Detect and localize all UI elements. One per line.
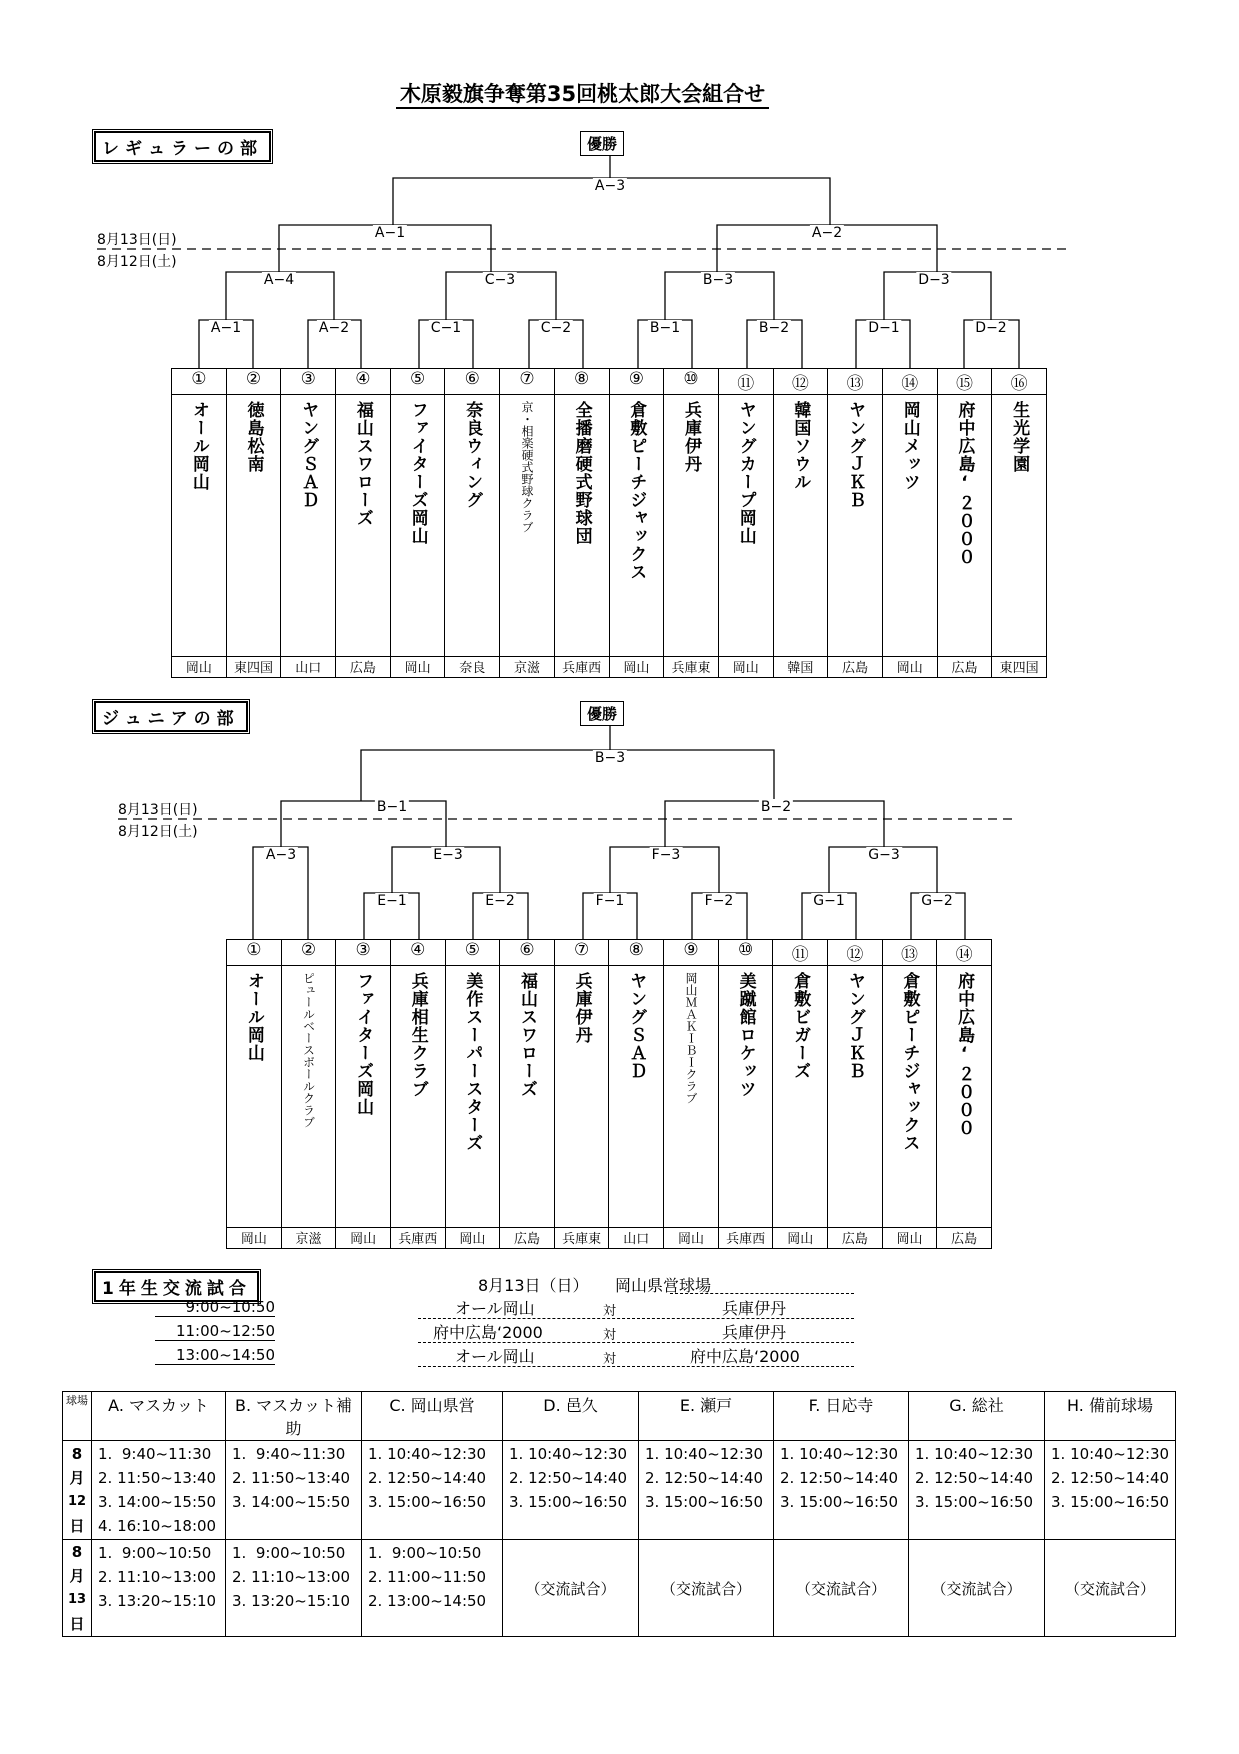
time-slot: 2. 12:50~14:40: [915, 1469, 1034, 1487]
regular-semi-left-label: A−1: [374, 225, 406, 241]
junior-team-name: 府中広島‘２０００: [954, 972, 975, 1137]
regular-team-name-cell: [226, 395, 281, 657]
junior-team-name: オール岡山: [243, 972, 264, 1062]
regular-team-name: 府中広島‘２０００: [954, 401, 975, 566]
junior-section-header: ジュニアの部: [94, 701, 248, 732]
junior-team-number: ⑫: [828, 940, 883, 966]
time-slot: 3. 13:20~15:10: [98, 1592, 217, 1610]
time-slot: 2. 11:50~13:40: [98, 1469, 217, 1487]
junior-team-name: ヤングＳＡＤ: [626, 972, 647, 1080]
exchange-date: 8月13日（日）: [478, 1276, 589, 1295]
regular-team-number: ⑮: [937, 369, 992, 395]
junior-team-name-cell: [828, 966, 883, 1228]
regular-round-4-label: C−2: [540, 320, 572, 336]
regular-team-number: ③: [281, 369, 336, 395]
exchange-row-divider-2: [418, 1342, 854, 1343]
exchange-note-cell: （交流試合）: [1045, 1540, 1176, 1637]
junior-team-name-cell: [390, 966, 445, 1228]
regular-team-name-cell: [992, 395, 1047, 657]
regular-team-region: 山口: [281, 657, 336, 678]
venue-header-d: D. 邑久: [503, 1392, 639, 1441]
regular-team-region: 東四国: [226, 657, 281, 678]
regular-team-region: 京滋: [500, 657, 555, 678]
regular-team-number: ⑭: [882, 369, 937, 395]
day1-venue-cell: [1045, 1441, 1176, 1540]
time-slot: 1. 9:00~10:50: [98, 1544, 212, 1562]
exchange-match-1-home: オール岡山: [455, 1299, 535, 1318]
junior-team-name-cell: [336, 966, 391, 1228]
regular-team-region: 東四国: [992, 657, 1047, 678]
time-slot: 3. 14:00~15:50: [232, 1493, 351, 1511]
regular-round-1-label: A−1: [210, 320, 242, 336]
junior-team-region: 兵庫西: [390, 1228, 445, 1249]
regular-team-region: 広島: [828, 657, 883, 678]
regular-team-name: ヤングＳＡＤ: [298, 401, 319, 509]
time-slot: 3. 15:00~16:50: [1051, 1493, 1170, 1511]
junior-round-5-label: G−1: [813, 893, 845, 909]
junior-round-1-label: E−1: [377, 893, 407, 909]
regular-team-region: 奈良: [445, 657, 500, 678]
junior-final-label: B−3: [594, 750, 626, 766]
junior-team-name-cell: [445, 966, 500, 1228]
regular-team-region: 広島: [937, 657, 992, 678]
regular-team-region: 韓国: [773, 657, 828, 678]
regular-team-name: 奈良ウィング: [462, 401, 483, 509]
regular-team-name-cell: [882, 395, 937, 657]
time-slot: 2. 13:00~14:50: [368, 1592, 487, 1610]
junior-team-region: 兵庫西: [718, 1228, 773, 1249]
regular-round-3-label: C−1: [430, 320, 462, 336]
regular-team-name-cell: [281, 395, 336, 657]
time-slot: 3. 15:00~16:50: [368, 1493, 487, 1511]
regular-round-5-label: B−1: [649, 320, 681, 336]
junior-team-number: ⑥: [500, 940, 555, 966]
exchange-section-header: 1年生交流試合: [94, 1271, 259, 1302]
junior-team-name-cell: [500, 966, 555, 1228]
time-slot: 2. 12:50~14:40: [368, 1469, 487, 1487]
venue-header-f: F. 日応寺: [774, 1392, 909, 1441]
junior-round-2-label: E−2: [485, 893, 515, 909]
time-slot: 2. 11:00~11:50: [368, 1568, 487, 1586]
regular-team-number: ⑧: [554, 369, 609, 395]
junior-quarter-1-label: A−3: [265, 847, 297, 863]
junior-round-3-label: F−1: [595, 893, 625, 909]
junior-team-number: ⑪: [773, 940, 828, 966]
day1-venue-cell: [503, 1441, 639, 1540]
regular-semi-right-label: A−2: [811, 225, 843, 241]
exchange-match-1-vs: 対: [603, 1304, 617, 1319]
regular-date-lower: 8月12日(土): [97, 254, 177, 270]
time-slot: 3. 13:20~15:10: [232, 1592, 351, 1610]
schedule-corner: 球場: [63, 1392, 92, 1441]
regular-team-region: 広島: [336, 657, 391, 678]
time-slot: 3. 15:00~16:50: [780, 1493, 899, 1511]
exchange-match-3-vs: 対: [603, 1352, 617, 1367]
regular-date-upper: 8月13日(日): [97, 232, 177, 248]
regular-quarter-4-label: D−3: [918, 272, 950, 288]
exchange-match-3-away: 府中広島‘2000: [690, 1347, 800, 1366]
junior-team-number: ③: [336, 940, 391, 966]
regular-team-name: オール岡山: [188, 401, 209, 491]
regular-quarter-2-label: C−3: [484, 272, 516, 288]
time-slot: 3. 15:00~16:50: [509, 1493, 628, 1511]
regular-team-number: ⑬: [828, 369, 883, 395]
junior-team-name: 岡山ＭＡＫＩＢＩクラブ: [683, 972, 698, 1104]
junior-team-number: ④: [390, 940, 445, 966]
time-slot: 2. 12:50~14:40: [780, 1469, 899, 1487]
regular-team-table: [171, 368, 1047, 678]
time-slot: 2. 11:10~13:00: [98, 1568, 217, 1586]
regular-team-number: ⑤: [390, 369, 445, 395]
regular-team-region: 岡山: [718, 657, 773, 678]
time-slot: 4. 16:10~18:00: [98, 1517, 217, 1535]
exchange-match-2-home: 府中広島‘2000: [433, 1323, 543, 1342]
time-slot: 2. 11:50~13:40: [232, 1469, 351, 1487]
regular-team-name-cell: [773, 395, 828, 657]
venue-header-h: H. 備前球場: [1045, 1392, 1176, 1441]
junior-team-name: 美蹴館ロケッツ: [735, 972, 756, 1098]
exchange-match-1-away: 兵庫伊丹: [722, 1299, 787, 1318]
day1-venue-cell: [639, 1441, 774, 1540]
time-slot: 3. 14:00~15:50: [98, 1493, 217, 1511]
junior-team-number: ⑬: [882, 940, 937, 966]
regular-team-name-cell: [609, 395, 664, 657]
regular-quarter-3-label: B−3: [702, 272, 734, 288]
regular-team-name-cell: [336, 395, 391, 657]
junior-team-number: ⑤: [445, 940, 500, 966]
junior-team-number: ②: [281, 940, 336, 966]
venue-header-g: G. 総社: [909, 1392, 1045, 1441]
day2-venue-cell: [226, 1540, 362, 1637]
junior-team-name-cell: [937, 966, 992, 1228]
exchange-venue-underline: [670, 1293, 854, 1294]
day1-label: 8 月 12 日: [63, 1441, 92, 1540]
exchange-note-cell: （交流試合）: [639, 1540, 774, 1637]
regular-team-name-cell: [664, 395, 719, 657]
regular-team-number: ⑪: [718, 369, 773, 395]
regular-team-number: ⑥: [445, 369, 500, 395]
time-slot: 1. 10:40~12:30: [915, 1445, 1034, 1463]
time-slot: 2. 12:50~14:40: [1051, 1469, 1170, 1487]
time-slot: 2. 11:10~13:00: [232, 1568, 351, 1586]
exchange-row-divider-1: [418, 1318, 854, 1319]
exchange-note-cell: （交流試合）: [909, 1540, 1045, 1637]
venue-header-a: A. マスカット: [92, 1392, 226, 1441]
regular-winner-box: 優勝: [580, 131, 624, 156]
junior-team-number: ⑧: [609, 940, 664, 966]
junior-team-name: 倉敷ピーチジャックス: [899, 972, 920, 1152]
junior-semi-left-label: B−1: [376, 799, 408, 815]
exchange-row-divider-3: [418, 1366, 854, 1367]
regular-team-name: 倉敷ピーチジャックス: [626, 401, 647, 581]
junior-round-6-label: G−2: [921, 893, 953, 909]
junior-team-table: [226, 939, 992, 1249]
regular-round-6-label: B−2: [758, 320, 790, 336]
regular-team-number: ④: [336, 369, 391, 395]
exchange-time-2: 11:00~12:50: [155, 1322, 275, 1341]
junior-team-region: 山口: [609, 1228, 664, 1249]
regular-team-number: ⑩: [664, 369, 719, 395]
regular-team-name-cell: [554, 395, 609, 657]
junior-team-number: ⑩: [718, 940, 773, 966]
junior-round-4-label: F−2: [704, 893, 734, 909]
regular-team-region: 岡山: [609, 657, 664, 678]
time-slot: 2. 12:50~14:40: [509, 1469, 628, 1487]
exchange-note-cell: （交流試合）: [503, 1540, 639, 1637]
regular-team-number: ①: [172, 369, 227, 395]
junior-team-region: 岡山: [336, 1228, 391, 1249]
junior-team-region: 兵庫東: [554, 1228, 609, 1249]
junior-team-number: ⑭: [937, 940, 992, 966]
junior-quarter-3-label: F−3: [651, 847, 681, 863]
venue-schedule-table: [62, 1391, 1176, 1637]
junior-quarter-2-label: E−3: [433, 847, 463, 863]
regular-team-name-cell: [937, 395, 992, 657]
junior-team-name: 兵庫伊丹: [571, 972, 592, 1044]
day2-venue-cell: [92, 1540, 226, 1637]
junior-team-region: 京滋: [281, 1228, 336, 1249]
junior-team-region: 広島: [500, 1228, 555, 1249]
regular-team-number: ②: [226, 369, 281, 395]
regular-team-name-cell: [390, 395, 445, 657]
junior-team-name: 兵庫相生クラブ: [407, 972, 428, 1098]
time-slot: 1. 10:40~12:30: [368, 1445, 487, 1463]
junior-team-region: 岡山: [227, 1228, 282, 1249]
junior-team-region: 岡山: [664, 1228, 719, 1249]
regular-team-number: ⑦: [500, 369, 555, 395]
regular-team-name: 全播磨硬式野球団: [571, 401, 592, 545]
day2-venue-cell: [362, 1540, 503, 1637]
exchange-venue: 岡山県営球場: [615, 1276, 712, 1295]
exchange-match-3-home: オール岡山: [455, 1347, 535, 1366]
regular-team-name-cell: [172, 395, 227, 657]
exchange-time-1: 9:00~10:50: [155, 1298, 275, 1317]
day1-venue-cell: [362, 1441, 503, 1540]
regular-team-name: ヤングＪＫＢ: [845, 401, 866, 509]
regular-team-number: ⑫: [773, 369, 828, 395]
regular-team-region: 岡山: [882, 657, 937, 678]
regular-team-region: 兵庫東: [664, 657, 719, 678]
junior-team-region: 岡山: [882, 1228, 937, 1249]
regular-team-region: 岡山: [390, 657, 445, 678]
page-title: 木原毅旗争奪第35回桃太郎大会組合せ: [0, 78, 1165, 108]
day1-venue-cell: [909, 1441, 1045, 1540]
regular-round-7-label: D−1: [868, 320, 900, 336]
day1-venue-cell: [226, 1441, 362, 1540]
day1-venue-cell: [92, 1441, 226, 1540]
junior-team-number: ①: [227, 940, 282, 966]
junior-quarter-4-label: G−3: [868, 847, 900, 863]
junior-semi-right-label: B−2: [760, 799, 792, 815]
junior-team-name: 美作スーパースターズ: [462, 972, 483, 1152]
regular-team-number: ⑨: [609, 369, 664, 395]
time-slot: 2. 12:50~14:40: [645, 1469, 764, 1487]
regular-final-label: A−3: [594, 178, 626, 194]
day1-venue-cell: [774, 1441, 909, 1540]
junior-team-number: ⑨: [664, 940, 719, 966]
exchange-match-2-away: 兵庫伊丹: [722, 1323, 787, 1342]
regular-team-name-cell: [828, 395, 883, 657]
time-slot: 1. 9:00~10:50: [232, 1544, 346, 1562]
regular-team-region: 兵庫西: [554, 657, 609, 678]
junior-team-region: 広島: [828, 1228, 883, 1249]
time-slot: 1. 9:40~11:30: [232, 1445, 346, 1463]
junior-winner-box: 優勝: [580, 701, 624, 726]
regular-round-2-label: A−2: [318, 320, 350, 336]
junior-date-lower: 8月12日(土): [118, 824, 198, 840]
exchange-time-3: 13:00~14:50: [155, 1346, 275, 1365]
time-slot: 1. 9:00~10:50: [368, 1544, 482, 1562]
regular-section-header: レギュラーの部: [94, 131, 271, 162]
junior-team-name-cell: [281, 966, 336, 1228]
junior-team-name-cell: [227, 966, 282, 1228]
regular-team-name: ファイターズ岡山: [407, 401, 428, 545]
regular-team-number: ⑯: [992, 369, 1047, 395]
time-slot: 3. 15:00~16:50: [915, 1493, 1034, 1511]
regular-team-region: 岡山: [172, 657, 227, 678]
junior-team-name-cell: [718, 966, 773, 1228]
junior-team-name: ファイターズ岡山: [353, 972, 374, 1116]
regular-team-name-cell: [718, 395, 773, 657]
venue-header-c: C. 岡山県営: [362, 1392, 503, 1441]
time-slot: 1. 10:40~12:30: [780, 1445, 899, 1463]
regular-team-name: 生光学園: [1009, 401, 1030, 473]
junior-team-name: 福山スワローズ: [517, 972, 538, 1098]
time-slot: 1. 10:40~12:30: [645, 1445, 764, 1463]
regular-round-8-label: D−2: [975, 320, 1007, 336]
regular-team-name-cell: [500, 395, 555, 657]
regular-team-name-cell: [445, 395, 500, 657]
regular-team-name: ヤングカープ岡山: [735, 401, 756, 545]
exchange-match-2-vs: 対: [603, 1328, 617, 1343]
regular-team-name: 岡山メッツ: [899, 401, 920, 491]
junior-team-name-cell: [664, 966, 719, 1228]
junior-team-region: 岡山: [445, 1228, 500, 1249]
time-slot: 1. 10:40~12:30: [1051, 1445, 1170, 1463]
junior-team-name-cell: [882, 966, 937, 1228]
junior-date-upper: 8月13日(日): [118, 802, 198, 818]
junior-team-name-cell: [554, 966, 609, 1228]
regular-team-name: 京・相楽硬式野球クラブ: [519, 401, 534, 533]
regular-team-name: 兵庫伊丹: [681, 401, 702, 473]
venue-header-b: B. マスカット補助: [226, 1392, 362, 1441]
time-slot: 1. 10:40~12:30: [509, 1445, 628, 1463]
time-slot: 3. 15:00~16:50: [645, 1493, 764, 1511]
regular-quarter-1-label: A−4: [263, 272, 295, 288]
regular-team-name: 徳島松南: [243, 401, 264, 473]
junior-team-name: ピュールベースボールクラブ: [301, 972, 316, 1128]
junior-team-name: 倉敷ビガーズ: [790, 972, 811, 1080]
venue-header-e: E. 瀬戸: [639, 1392, 774, 1441]
junior-team-region: 広島: [937, 1228, 992, 1249]
exchange-note-cell: （交流試合）: [774, 1540, 909, 1637]
day2-label: 8 月 13 日: [63, 1540, 92, 1637]
junior-team-name: ヤングＪＫＢ: [844, 972, 865, 1080]
time-slot: 1. 9:40~11:30: [98, 1445, 212, 1463]
junior-team-number: ⑦: [554, 940, 609, 966]
junior-team-region: 岡山: [773, 1228, 828, 1249]
regular-team-name: 韓国ソウル: [790, 401, 811, 491]
junior-team-name-cell: [773, 966, 828, 1228]
regular-team-name: 福山スワローズ: [352, 401, 373, 527]
junior-team-name-cell: [609, 966, 664, 1228]
